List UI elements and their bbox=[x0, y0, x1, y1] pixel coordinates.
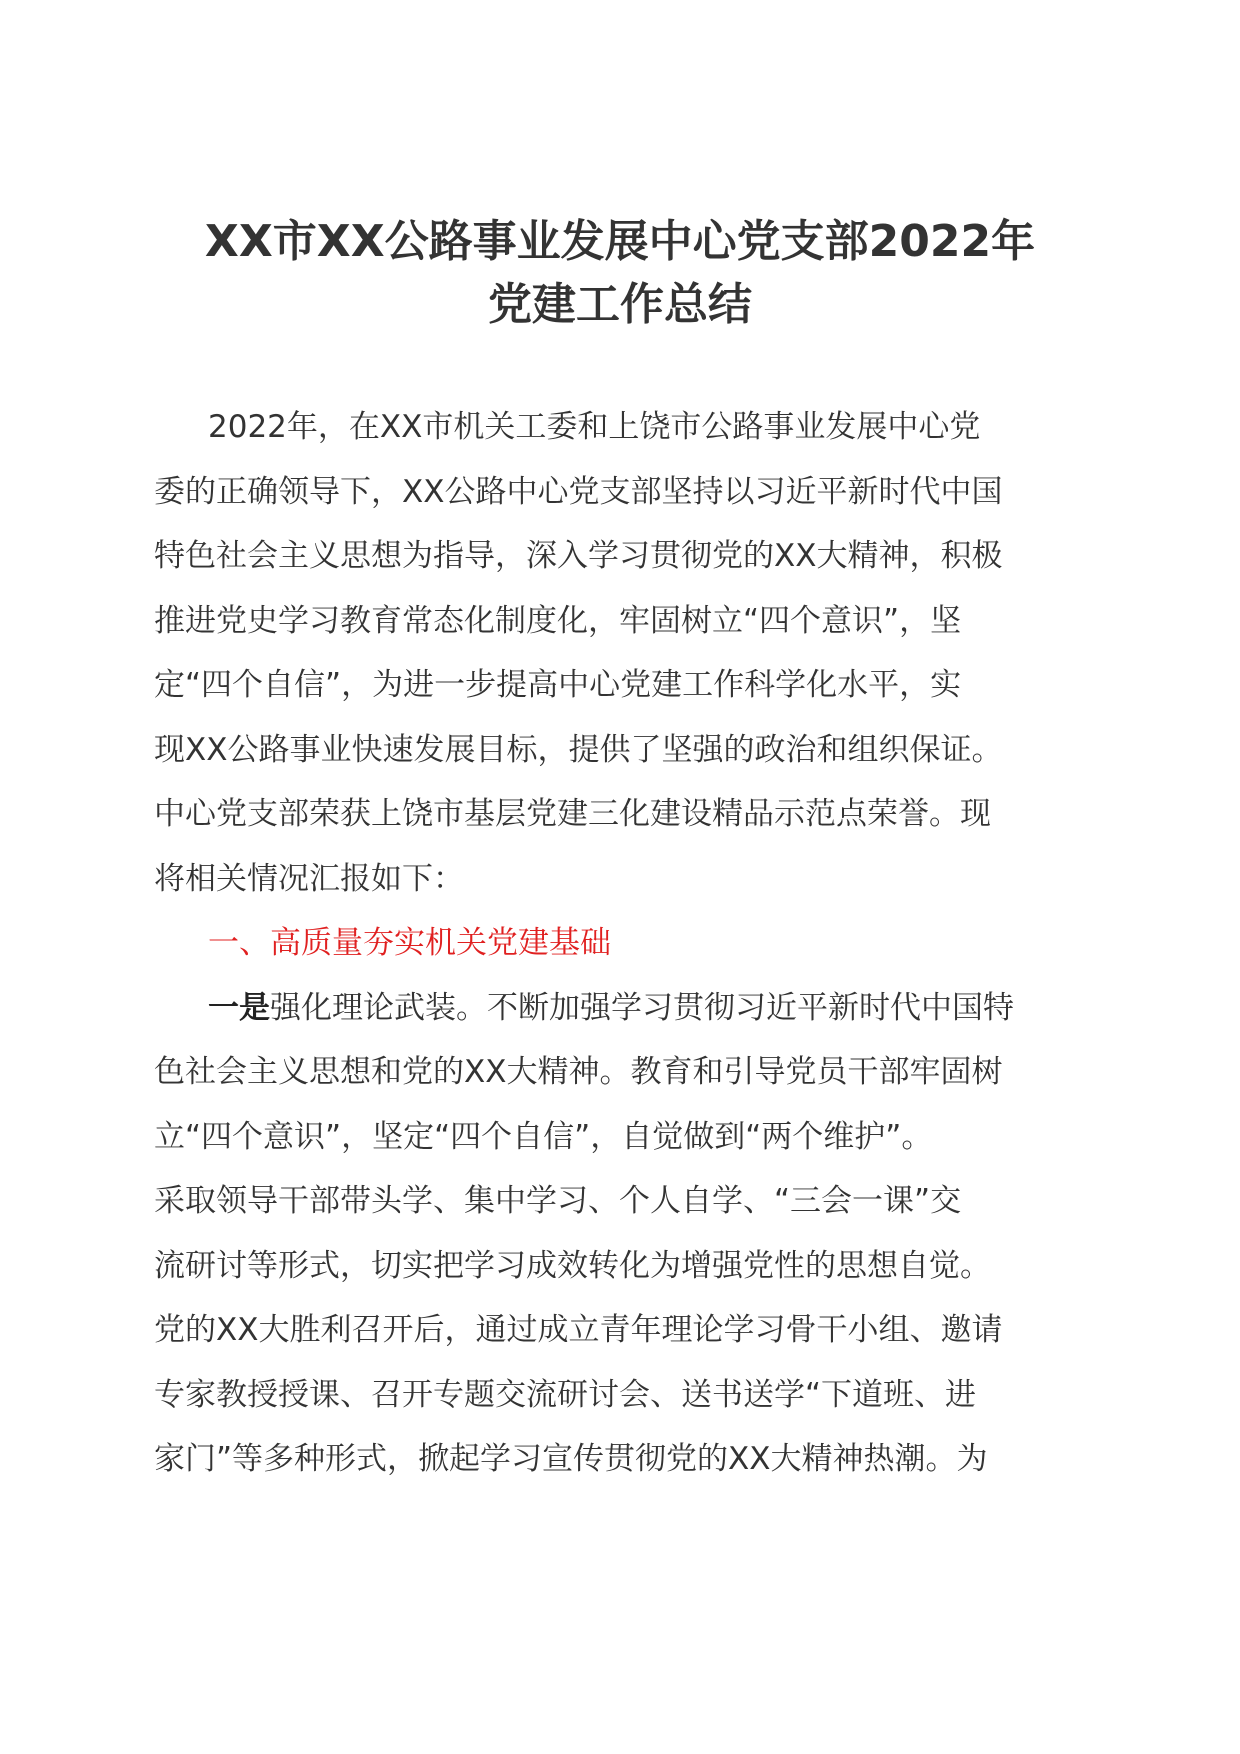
paragraph-line bbox=[154, 976, 1090, 1041]
paragraph-line: 专家教授授课、召开专题交流研讨会、送书送学“下道班、进 bbox=[154, 1376, 977, 1413]
paragraph-line: 立“四个意识”，坚定“四个自信”，自觉做到“两个维护”。 bbox=[154, 1118, 933, 1155]
document-title-line2: 党建工作总结 bbox=[488, 279, 752, 330]
paragraph-line: 推进党史学习教育常态化制度化，牢固树立“四个意识”，坚 bbox=[154, 602, 962, 639]
paragraph-line: 现XX公路事业快速发展目标，提供了坚强的政治和组织保证。 bbox=[154, 731, 1003, 768]
paragraph-line: 家门”等多种形式，掀起学习宣传贯彻党的XX大精神热潮。为 bbox=[154, 1441, 988, 1477]
document-body bbox=[154, 395, 1090, 1492]
paragraph-line: 采取领导干部带头学、集中学习、个人自学、“三会一课”交 bbox=[154, 1183, 962, 1219]
paragraph-line: 将相关情况汇报如下： bbox=[154, 860, 464, 897]
section-heading: 一、高质量夯实机关党建基础 bbox=[208, 925, 611, 961]
lead-keyword: 一是 bbox=[208, 989, 270, 1026]
paragraph-line-text: 强化理论武装。不断加强学习贯彻习近平新时代中国特 bbox=[270, 989, 1014, 1026]
paragraph-line: 流研讨等形式，切实把学习成效转化为增强党性的思想自觉。 bbox=[154, 1247, 991, 1284]
paragraph-line: 党的XX大胜利召开后，通过成立青年理论学习骨干小组、邀请 bbox=[154, 1312, 1003, 1348]
paragraph-line: 2022年，在XX市机关工委和上饶市公路事业发展中心党 bbox=[208, 409, 981, 445]
document-title-line1: XX市XX公路事业发展中心党支部2022年 bbox=[204, 216, 1036, 267]
paragraph-line: 委的正确领导下，XX公路中心党支部坚持以习近平新时代中国 bbox=[154, 473, 1003, 510]
paragraph-line: 特色社会主义思想为指导，深入学习贯彻党的XX大精神，积极 bbox=[154, 538, 1003, 574]
paragraph-line: 色社会主义思想和党的XX大精神。教育和引导党员干部牢固树 bbox=[154, 1054, 1003, 1090]
paragraph-line: 中心党支部荣获上饶市基层党建三化建设精品示范点荣誉。现 bbox=[154, 796, 991, 832]
paragraph-line: 定“四个自信”，为进一步提高中心党建工作科学化水平，实 bbox=[154, 667, 962, 703]
